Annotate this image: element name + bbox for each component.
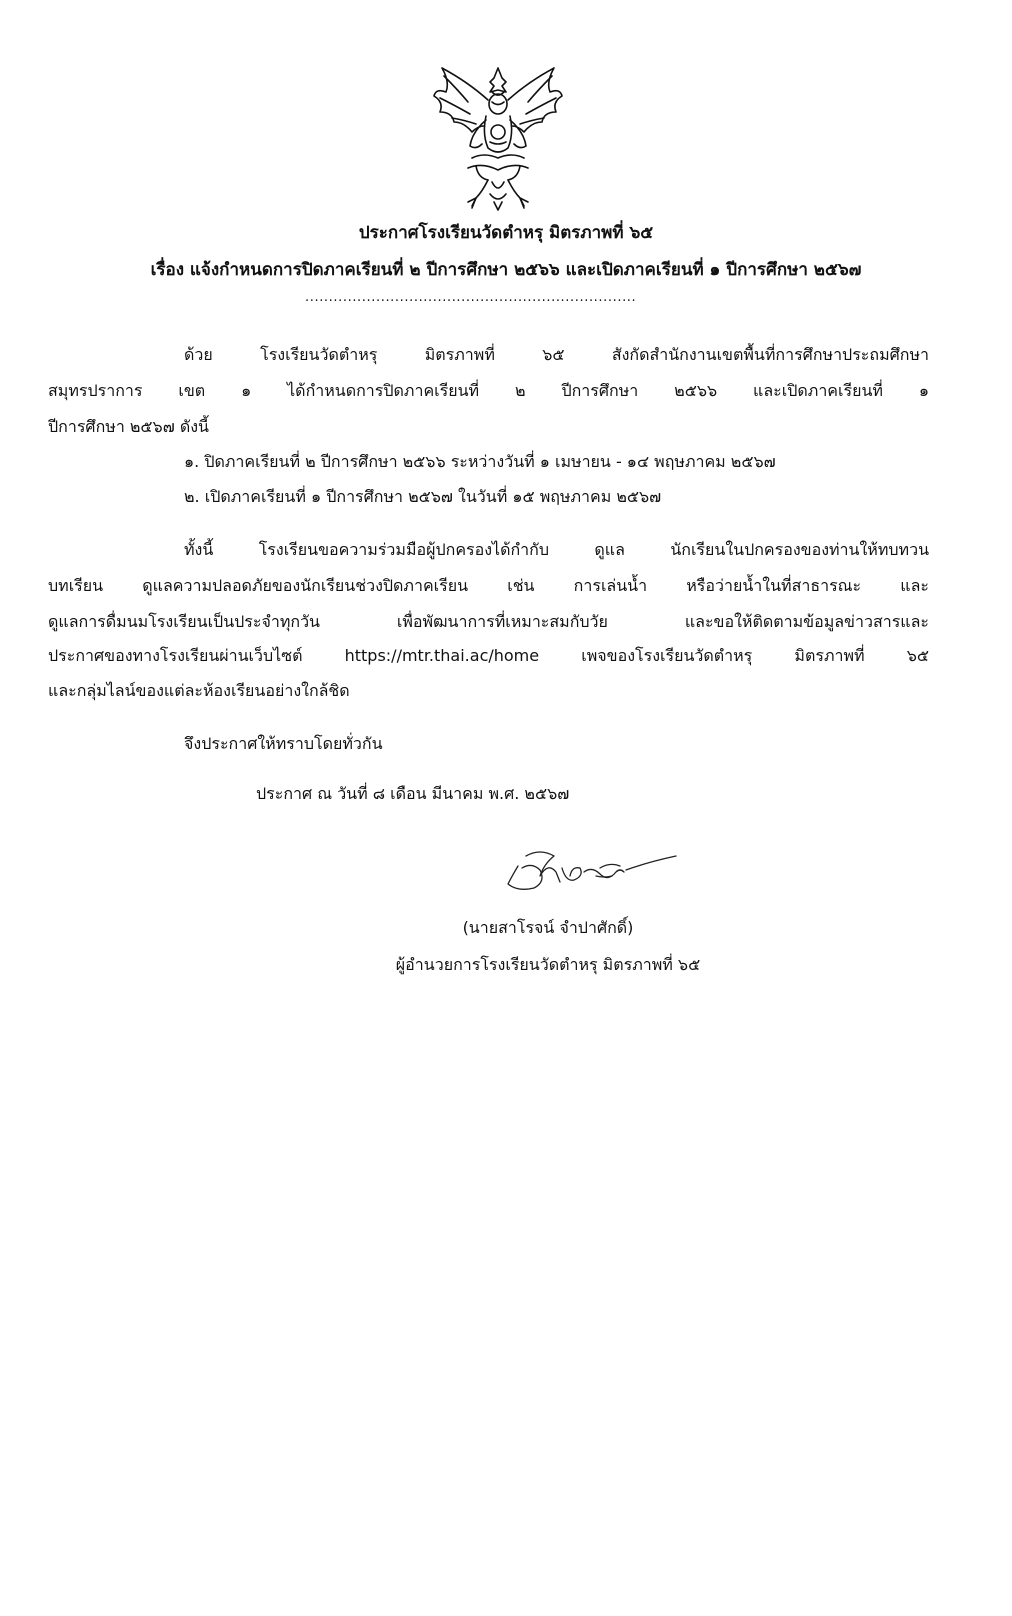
separator-dots: ...................................................................... (305, 290, 637, 305)
closing-statement: จึงประกาศให้ทราบโดยทั่วกัน (184, 734, 383, 753)
paragraph-2-line-3: ดูแลการดื่มนมโรงเรียนเป็นประจำทุกวัน เพื่อพัฒนาการที่เหมาะสมกับวัย และขอให้ติดตามข้อมูลข่าวสารและ (48, 612, 929, 631)
paragraph-2-line-2: บทเรียน ดูแลความปลอดภัยของนักเรียนช่วงปิดภาคเรียน เช่น การเล่นน้ำ หรือว่ายน้ำในที่สาธารณะ และ (48, 576, 929, 595)
signature-image (500, 842, 680, 898)
list-item-open-term: ๒. เปิดภาคเรียนที่ ๑ ปีการศึกษา ๒๕๖๗ ในวันที่ ๑๕ พฤษภาคม ๒๕๖๗ (184, 487, 662, 506)
list-item-close-term: ๑. ปิดภาคเรียนที่ ๒ ปีการศึกษา ๒๕๖๖ ระหว่างวันที่ ๑ เมษายน - ๑๔ พฤษภาคม ๒๕๖๗ (184, 452, 776, 471)
announcement-subject: เรื่อง แจ้งกำหนดการปิดภาคเรียนที่ ๒ ปีการศึกษา ๒๕๖๖ และเปิดภาคเรียนที่ ๑ ปีการศึกษา ๒๕๖๗ (150, 260, 862, 280)
signatory-name: (นายสาโรจน์ จำปาศักดิ์) (462, 918, 634, 937)
announcement-title: ประกาศโรงเรียนวัดตำหรุ มิตรภาพที่ ๖๕ (358, 223, 654, 243)
announcement-date: ประกาศ ณ วันที่ ๘ เดือน มีนาคม พ.ศ. ๒๕๖๗ (256, 784, 570, 803)
paragraph-2-line-5: และกลุ่มไลน์ของแต่ละห้องเรียนอย่างใกล้ชิด (48, 681, 350, 700)
paragraph-1-line-2: สมุทรปราการ เขต ๑ ได้กำหนดการปิดภาคเรียนที่ ๒ ปีการศึกษา ๒๕๖๖ และเปิดภาคเรียนที่ ๑ (48, 381, 929, 400)
paragraph-1-line-1: ด้วย โรงเรียนวัดตำหรุ มิตรภาพที่ ๖๕ สังกัดสำนักงานเขตพื้นที่การศึกษาประถมศึกษา (184, 345, 929, 364)
garuda-emblem-icon (432, 62, 564, 212)
paragraph-2-line-1: ทั้งนี้ โรงเรียนขอความร่วมมือผู้ปกครองได้กำกับ ดูแล นักเรียนในปกครองของท่านให้ทบทวน (184, 540, 929, 559)
paragraph-2-line-4: ประกาศของทางโรงเรียนผ่านเว็บไซต์ https://mtr.thai.ac/home เพจของโรงเรียนวัดตำหรุ มิตรภาพที่ ๖๕ (48, 646, 929, 665)
paragraph-1-line-3: ปีการศึกษา ๒๕๖๗ ดังนี้ (48, 417, 209, 436)
signatory-position: ผู้อำนวยการโรงเรียนวัดตำหรุ มิตรภาพที่ ๖๕ (395, 955, 701, 974)
